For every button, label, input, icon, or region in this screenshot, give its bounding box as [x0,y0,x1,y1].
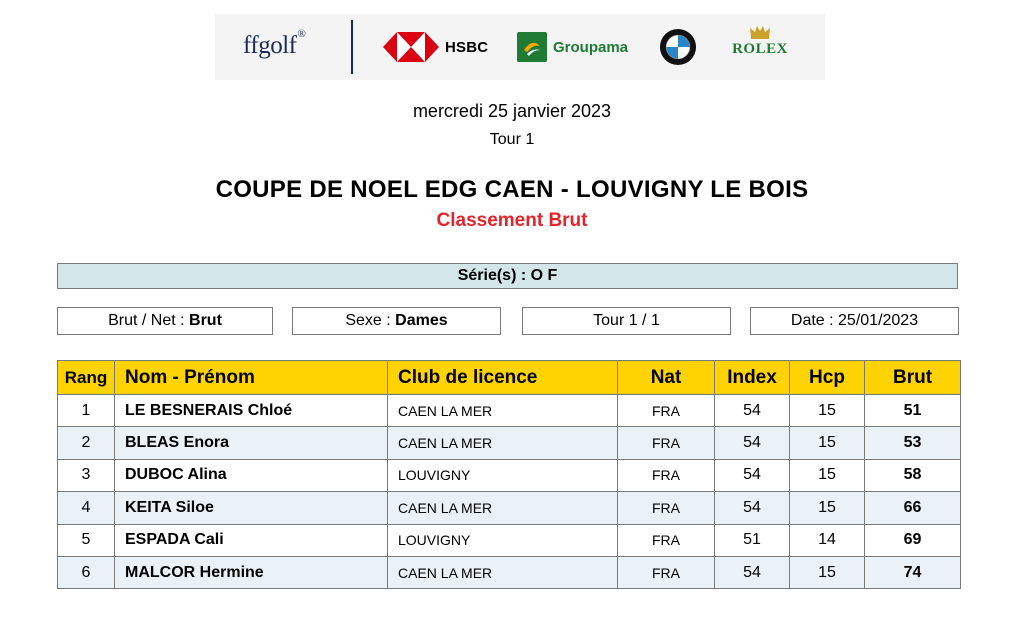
col-header-club: Club de licence [388,361,618,395]
banner-divider [351,20,353,74]
cell-hcp: 15 [790,427,865,459]
cell-brut: 58 [865,459,961,491]
cell-index: 54 [715,556,790,588]
cell-club: LOUVIGNY [388,459,618,491]
cell-club: CAEN LA MER [388,427,618,459]
cell-nom: MALCOR Hermine [115,556,388,588]
tour-box: Tour 1 / 1 [522,307,731,335]
table-row [58,427,961,459]
cell-club: LOUVIGNY [388,524,618,556]
table-row [58,556,961,588]
sexe-label: Sexe : [345,312,391,329]
cell-rang: 6 [58,556,115,588]
round-label: Tour 1 [489,131,535,148]
hsbc-hexagon-icon [383,32,439,62]
col-header-nom: Nom - Prénom [115,361,388,395]
cell-hcp: 15 [790,459,865,491]
cell-nom: ESPADA Cali [115,524,388,556]
brut-net-value: Brut [189,312,222,329]
cell-rang: 1 [58,395,115,427]
cell-rang: 4 [58,492,115,524]
date-box: Date : 25/01/2023 [750,307,959,335]
cell-brut: 74 [865,556,961,588]
cell-nom: LE BESNERAIS Chloé [115,395,388,427]
cell-nom: KEITA Siloe [115,492,388,524]
col-header-nat: Nat [618,361,715,395]
cell-nom: BLEAS Enora [115,427,388,459]
cell-nat: FRA [618,524,715,556]
table-header-row [58,361,961,395]
event-date: mercredi 25 janvier 2023 [412,101,612,121]
col-header-rang: Rang [58,361,115,395]
col-header-hcp: Hcp [790,361,865,395]
table-row [58,395,961,427]
cell-brut: 66 [865,492,961,524]
cell-nat: FRA [618,427,715,459]
sexe-box [292,307,501,335]
cell-nat: FRA [618,492,715,524]
series-bar: Série(s) : O F [57,263,958,289]
cell-hcp: 15 [790,492,865,524]
cell-nat: FRA [618,395,715,427]
table-row [58,524,961,556]
cell-club: CAEN LA MER [388,492,618,524]
groupama-mark-icon [517,32,547,62]
cell-club: CAEN LA MER [388,395,618,427]
brut-net-box [57,307,273,335]
cell-nat: FRA [618,556,715,588]
rolex-logo: ROLEX [727,24,793,58]
cell-club: CAEN LA MER [388,556,618,588]
table-row [58,492,961,524]
cell-index: 54 [715,459,790,491]
cell-hcp: 15 [790,556,865,588]
ranking-subtitle: Classement Brut [436,210,588,231]
cell-rang: 3 [58,459,115,491]
groupama-logo: Groupama [517,32,628,62]
cell-index: 54 [715,395,790,427]
cell-rang: 5 [58,524,115,556]
cell-brut: 53 [865,427,961,459]
ffgolf-logo: ffgolf® [243,28,306,59]
hsbc-logo: HSBC [383,32,488,62]
bmw-roundel-icon [659,28,697,66]
cell-rang: 2 [58,427,115,459]
sexe-value: Dames [395,312,448,329]
brut-net-label: Brut / Net : [108,312,185,329]
cell-nom: DUBOC Alina [115,459,388,491]
results-table [57,360,961,589]
cell-hcp: 15 [790,395,865,427]
cell-brut: 51 [865,395,961,427]
cell-index: 51 [715,524,790,556]
col-header-index: Index [715,361,790,395]
sponsor-banner [215,14,825,80]
table-row [58,459,961,491]
col-header-brut: Brut [865,361,961,395]
cell-nat: FRA [618,459,715,491]
cell-hcp: 14 [790,524,865,556]
rolex-crown-icon [749,24,771,40]
page-title: COUPE DE NOEL EDG CAEN - LOUVIGNY LE BOIS [215,176,809,203]
cell-index: 54 [715,492,790,524]
cell-index: 54 [715,427,790,459]
cell-brut: 69 [865,524,961,556]
